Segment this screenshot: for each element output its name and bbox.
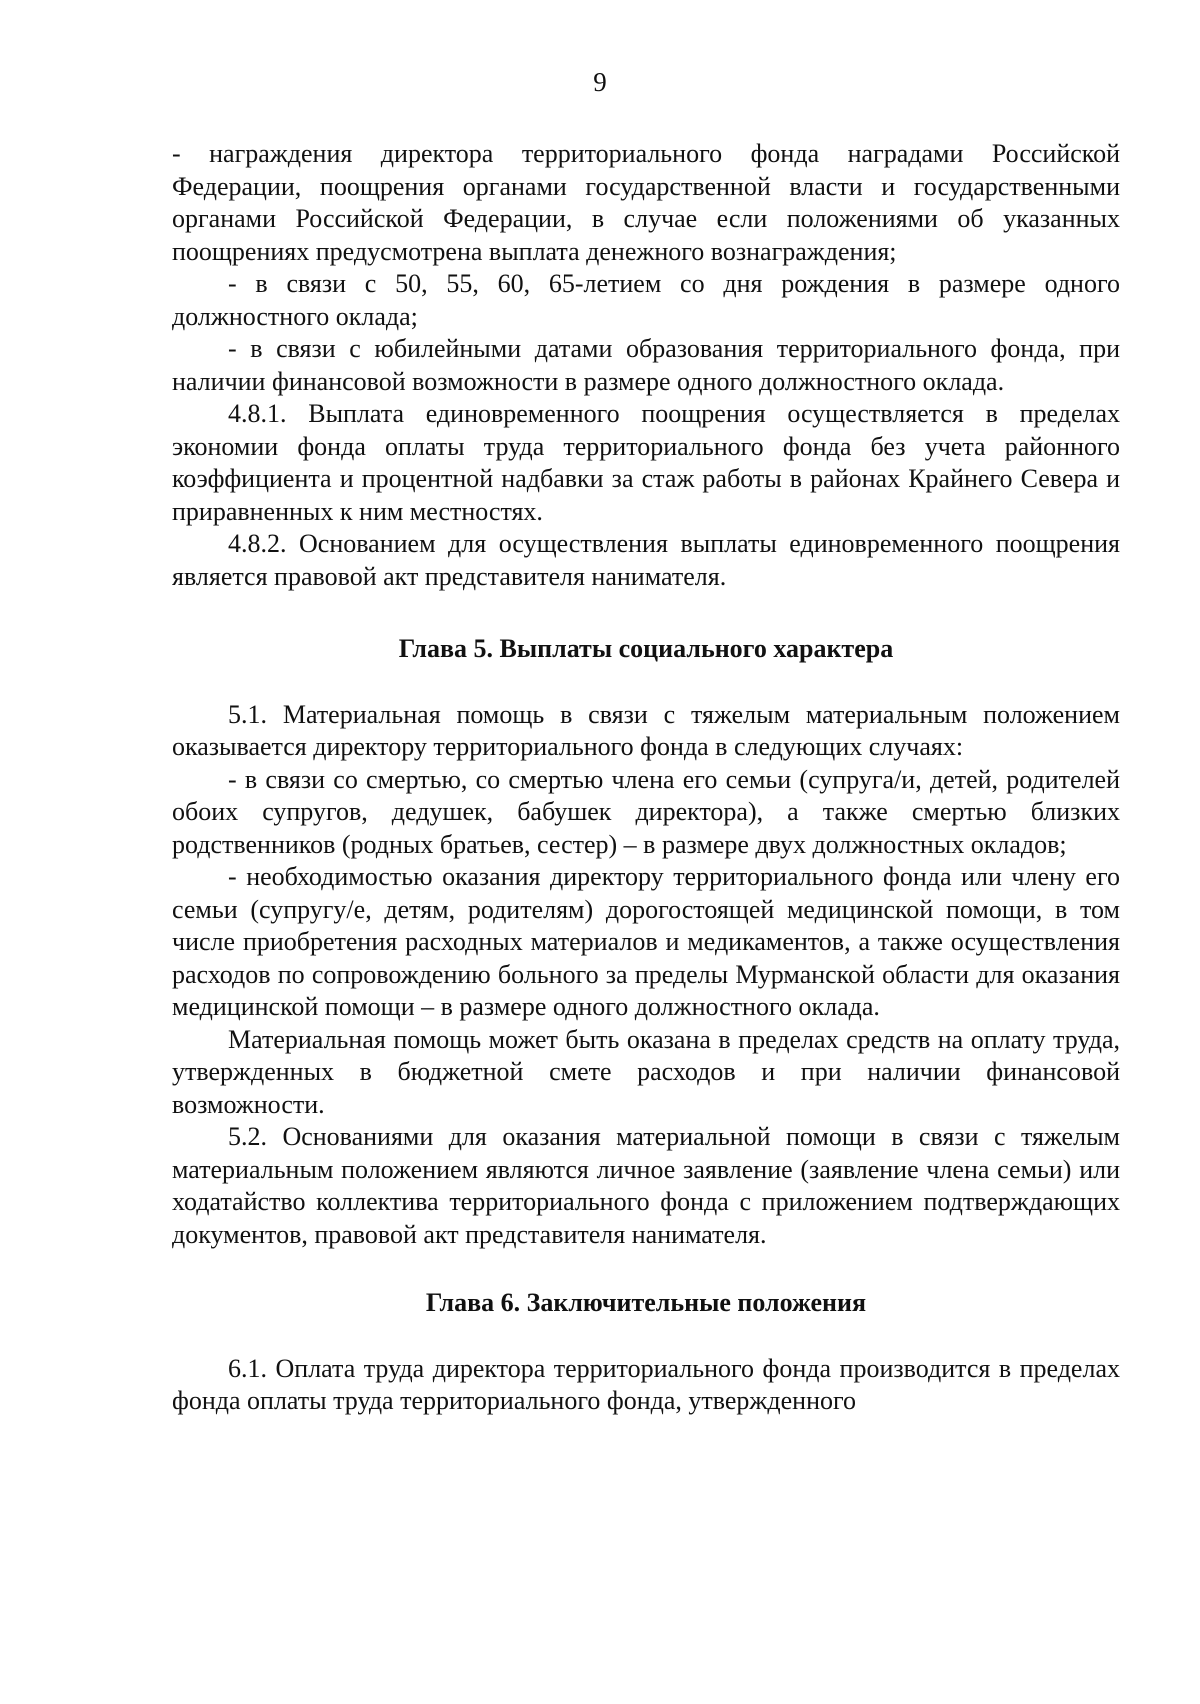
chapter-6-heading: Глава 6. Заключительные положения bbox=[425, 1288, 867, 1317]
paragraph-5-2: 5.2. Основаниями для оказания материальной помощи в связи с тяжелым материальным положением являются личное заявление (заявление члена семьи) или ходатайство коллектива территориального фонда с приложением подтверждающих документов, правовой акт представителя нанимателя. bbox=[172, 1122, 1120, 1249]
paragraph-6-1: 6.1. Оплата труда директора территориального фонда производится в пределах фонда оплаты труда территориального фонда, утвержденного bbox=[172, 1353, 1120, 1415]
paragraph-material-aid-limits: Материальная помощь может быть оказана в пределах средств на оплату труда, утвержденных в бюджетной смете расходов и при наличии финансовой возможности. bbox=[172, 1024, 1120, 1119]
paragraph-4-8-1: 4.8.1. Выплата единовременного поощрения осуществляется в пределах экономии фонда оплаты труда территориального фонда без учета районного коэффициента и процентной надбавки за стаж работы в районах Крайнего Севера и приравненных к ним местностях. bbox=[172, 399, 1120, 526]
page-number: 9 bbox=[593, 67, 607, 97]
document-body bbox=[172, 138, 1120, 1418]
chapter-5-heading: Глава 5. Выплаты социального характера bbox=[398, 634, 894, 663]
paragraph-anniversary-birthday: - в связи с 50, 55, 60, 65-летием со дня рождения в размере одного должностного оклада; bbox=[172, 269, 1120, 331]
paragraph-death-case: - в связи со смертью, со смертью члена его семьи (супруга/и, детей, родителей обоих супругов, дедушек, бабушек директора), а также смертью близких родственников (родных братьев, сестер) – в размере двух должностных окладов; bbox=[172, 764, 1120, 859]
paragraph-anniversary-fund: - в связи с юбилейными датами образования территориального фонда, при наличии финансовой возможности в размере одного должностного оклада. bbox=[172, 334, 1120, 396]
paragraph-medical-case: - необходимостью оказания директору территориального фонда или члену его семьи (супругу/е, детям, родителям) дорогостоящей медицинской помощи, в том числе приобретения расходных материалов и медикаментов, а также осуществления расходов по сопровождению больного за пределы Мурманской области для оказания медицинской помощи – в размере одного должностного оклада. bbox=[172, 862, 1120, 1021]
paragraph-5-1: 5.1. Материальная помощь в связи с тяжелым материальным положением оказывается директору территориального фонда в следующих случаях: bbox=[172, 699, 1120, 761]
paragraph-award-directors: - награждения директора территориального фонда наградами Российской Федерации, поощрения органами государственной власти и государственными органами Российской Федерации, в случае если положениями об указанных поощрениях предусмотрена выплата денежного вознаграждения; bbox=[172, 139, 1120, 266]
paragraph-4-8-2: 4.8.2. Основанием для осуществления выплаты единовременного поощрения является правовой акт представителя нанимателя. bbox=[172, 529, 1120, 591]
